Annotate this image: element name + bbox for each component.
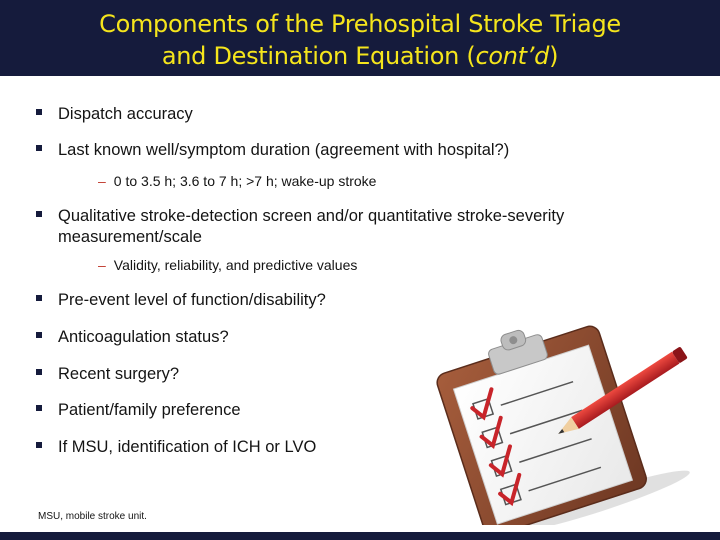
bullet-item [38, 290, 326, 311]
sub-bullet-text: Validity, reliability, and predictive values [113, 257, 358, 273]
bullet-text: Anticoagulation status? [58, 328, 229, 346]
title-line-2-suffix: ) [549, 42, 559, 70]
bullet-text: Last known well/symptom duration (agreement with hospital?) [58, 141, 510, 159]
bullet-text: If MSU, identification of ICH or LVO [58, 438, 317, 456]
footnote: MSU, mobile stroke unit. [38, 511, 147, 522]
bullet-item [38, 206, 648, 248]
bottom-bar [0, 532, 720, 540]
bullet-square-icon [36, 211, 42, 217]
bullet-item [38, 140, 509, 161]
bullet-item [38, 400, 241, 421]
sub-bullet-item [98, 256, 357, 274]
bullet-item [38, 437, 316, 458]
bullet-text: Pre-event level of function/disability? [58, 291, 326, 309]
sub-bullet-item [98, 172, 376, 190]
bullet-square-icon [36, 145, 42, 151]
dash-icon: – [98, 257, 106, 273]
bullet-square-icon [36, 109, 42, 115]
bullet-text: Patient/family preference [58, 401, 241, 419]
title-line-1: Components of the Prehospital Stroke Triage [99, 10, 621, 38]
sub-bullet-text: 0 to 3.5 h; 3.6 to 7 h; >7 h; wake-up stroke [113, 173, 377, 189]
slide-title [0, 8, 720, 72]
bullet-square-icon [36, 295, 42, 301]
title-line-2-italic: cont’d [475, 42, 550, 70]
bullet-text: Qualitative stroke-detection screen and/or quantitative stroke-severity measurement/scale [58, 207, 565, 246]
dash-icon: – [98, 173, 106, 189]
bullet-item [38, 364, 179, 385]
bullet-square-icon [36, 332, 42, 338]
bullet-square-icon [36, 405, 42, 411]
bullet-text: Recent surgery? [58, 365, 180, 383]
bullet-square-icon [36, 369, 42, 375]
title-line-2-prefix: and Destination Equation ( [161, 42, 476, 70]
bullet-text: Dispatch accuracy [58, 105, 193, 123]
bullet-item [38, 104, 193, 125]
clipboard-checklist-pencil-icon [425, 305, 720, 525]
bullet-square-icon [36, 442, 42, 448]
bullet-item [38, 327, 229, 348]
